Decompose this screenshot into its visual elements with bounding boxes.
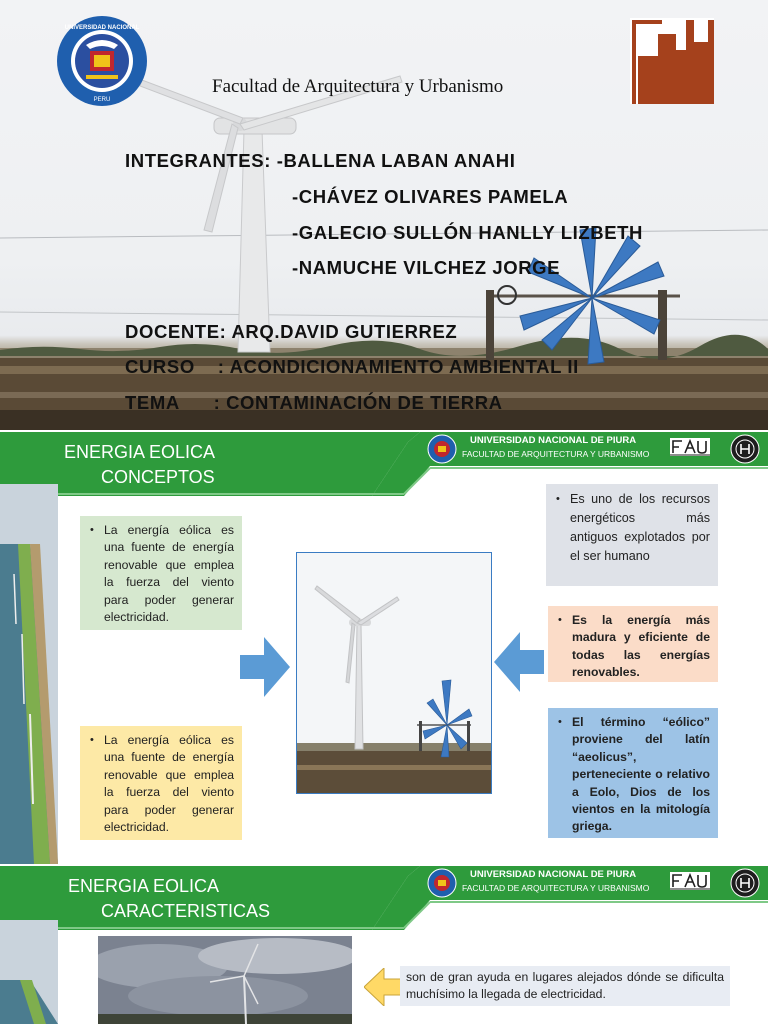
concept-text: El término “eólico” proviene del latín “aeolicus”, perteneciente o relativo a Eolo, Dios de los vientos en la mitología griega. [572,715,710,834]
slide-title-line2: CONCEPTOS [101,467,215,487]
faculty-seal-icon [730,868,760,898]
university-header [424,866,764,900]
fau-logo [628,16,716,106]
characteristics-slide [0,866,768,1024]
members-line-1: INTEGRANTES: -BALLENA LABAN ANAHI [125,150,516,171]
fau-small-logo [670,438,710,456]
university-name: UNIVERSIDAD NACIONAL DE PIURA [470,869,637,880]
concept-box-left-top [80,516,242,630]
wind-turbine-photo [296,552,492,794]
arrow-left-icon [364,968,402,1006]
curso-line: CURSO : ACONDICIONAMIENTO AMBIENTAL II [125,356,579,377]
university-seal-icon [427,868,457,898]
concept-box-left-bottom [80,726,242,840]
slide-title-line1: ENERGIA EOLICA [68,876,220,896]
cloudy-turbine-photo [98,936,352,1024]
concept-text: La energía eólica es una fuente de energía renovable que emplea la fuerza del viento para poder generar electricidad. [104,733,234,835]
svg-text:PERU: PERU [93,97,111,103]
characteristic-box-1: son de gran ayuda en lugares alejados dónde se dificulta muchísimo la llegada de electricidad. [400,966,730,1006]
concept-text: La energía eólica es una fuente de energía renovable que emplea la fuerza del viento para poder generar electricidad. [104,523,234,625]
members-line-4: -NAMUCHE VILCHEZ JORGE [292,257,561,278]
members-line-2: -CHÁVEZ OLIVARES PAMELA [292,186,569,207]
concept-box-right-1 [546,484,718,586]
wind-farm-side-image [0,484,58,864]
bullet-icon: • [556,493,560,505]
university-header [424,432,764,466]
title-slide [0,0,768,430]
university-name: UNIVERSIDAD NACIONAL DE PIURA [470,435,637,446]
bullet-icon: • [90,524,94,536]
bullet-icon: • [558,716,562,728]
concepts-slide [0,432,768,864]
faculty-name: FACULTAD DE ARQUITECTURA Y URBANISMO [462,449,650,459]
wind-farm-side-image [0,920,58,1024]
bullet-icon: • [558,614,562,626]
faculty-name: FACULTAD DE ARQUITECTURA Y URBANISMO [462,883,650,893]
faculty-title: Facultad de Arquitectura y Urbanismo [212,76,504,97]
concept-box-right-3 [548,708,718,838]
docente-line: DOCENTE: ARQ.DAVID GUTIERREZ [125,321,458,342]
concept-text: Es la energía más madura y eficiente de todas las energías renovables. [572,613,710,680]
tema-line: TEMA : CONTAMINACIÓN DE TIERRA [125,392,503,413]
slide-title-line1: ENERGIA EOLICA [64,442,216,462]
concept-text: Es uno de los recursos energéticos más antiguos explotados por el ser humano [570,492,710,563]
faculty-seal-icon [730,434,760,464]
members-line-3: -GALECIO SULLÓN HANLLY LIZBETH [292,222,643,243]
concept-box-right-2 [548,606,718,682]
slide-title-line2: CARACTERISTICAS [101,901,271,921]
svg-text:UNIVERSIDAD NACIONAL: UNIVERSIDAD NACIONAL [64,25,140,31]
university-seal-logo [56,15,148,107]
fau-small-logo [670,872,710,890]
university-seal-icon [427,434,457,464]
arrow-left-icon [494,632,544,692]
arrow-right-icon [240,637,290,697]
bullet-icon: • [90,734,94,746]
